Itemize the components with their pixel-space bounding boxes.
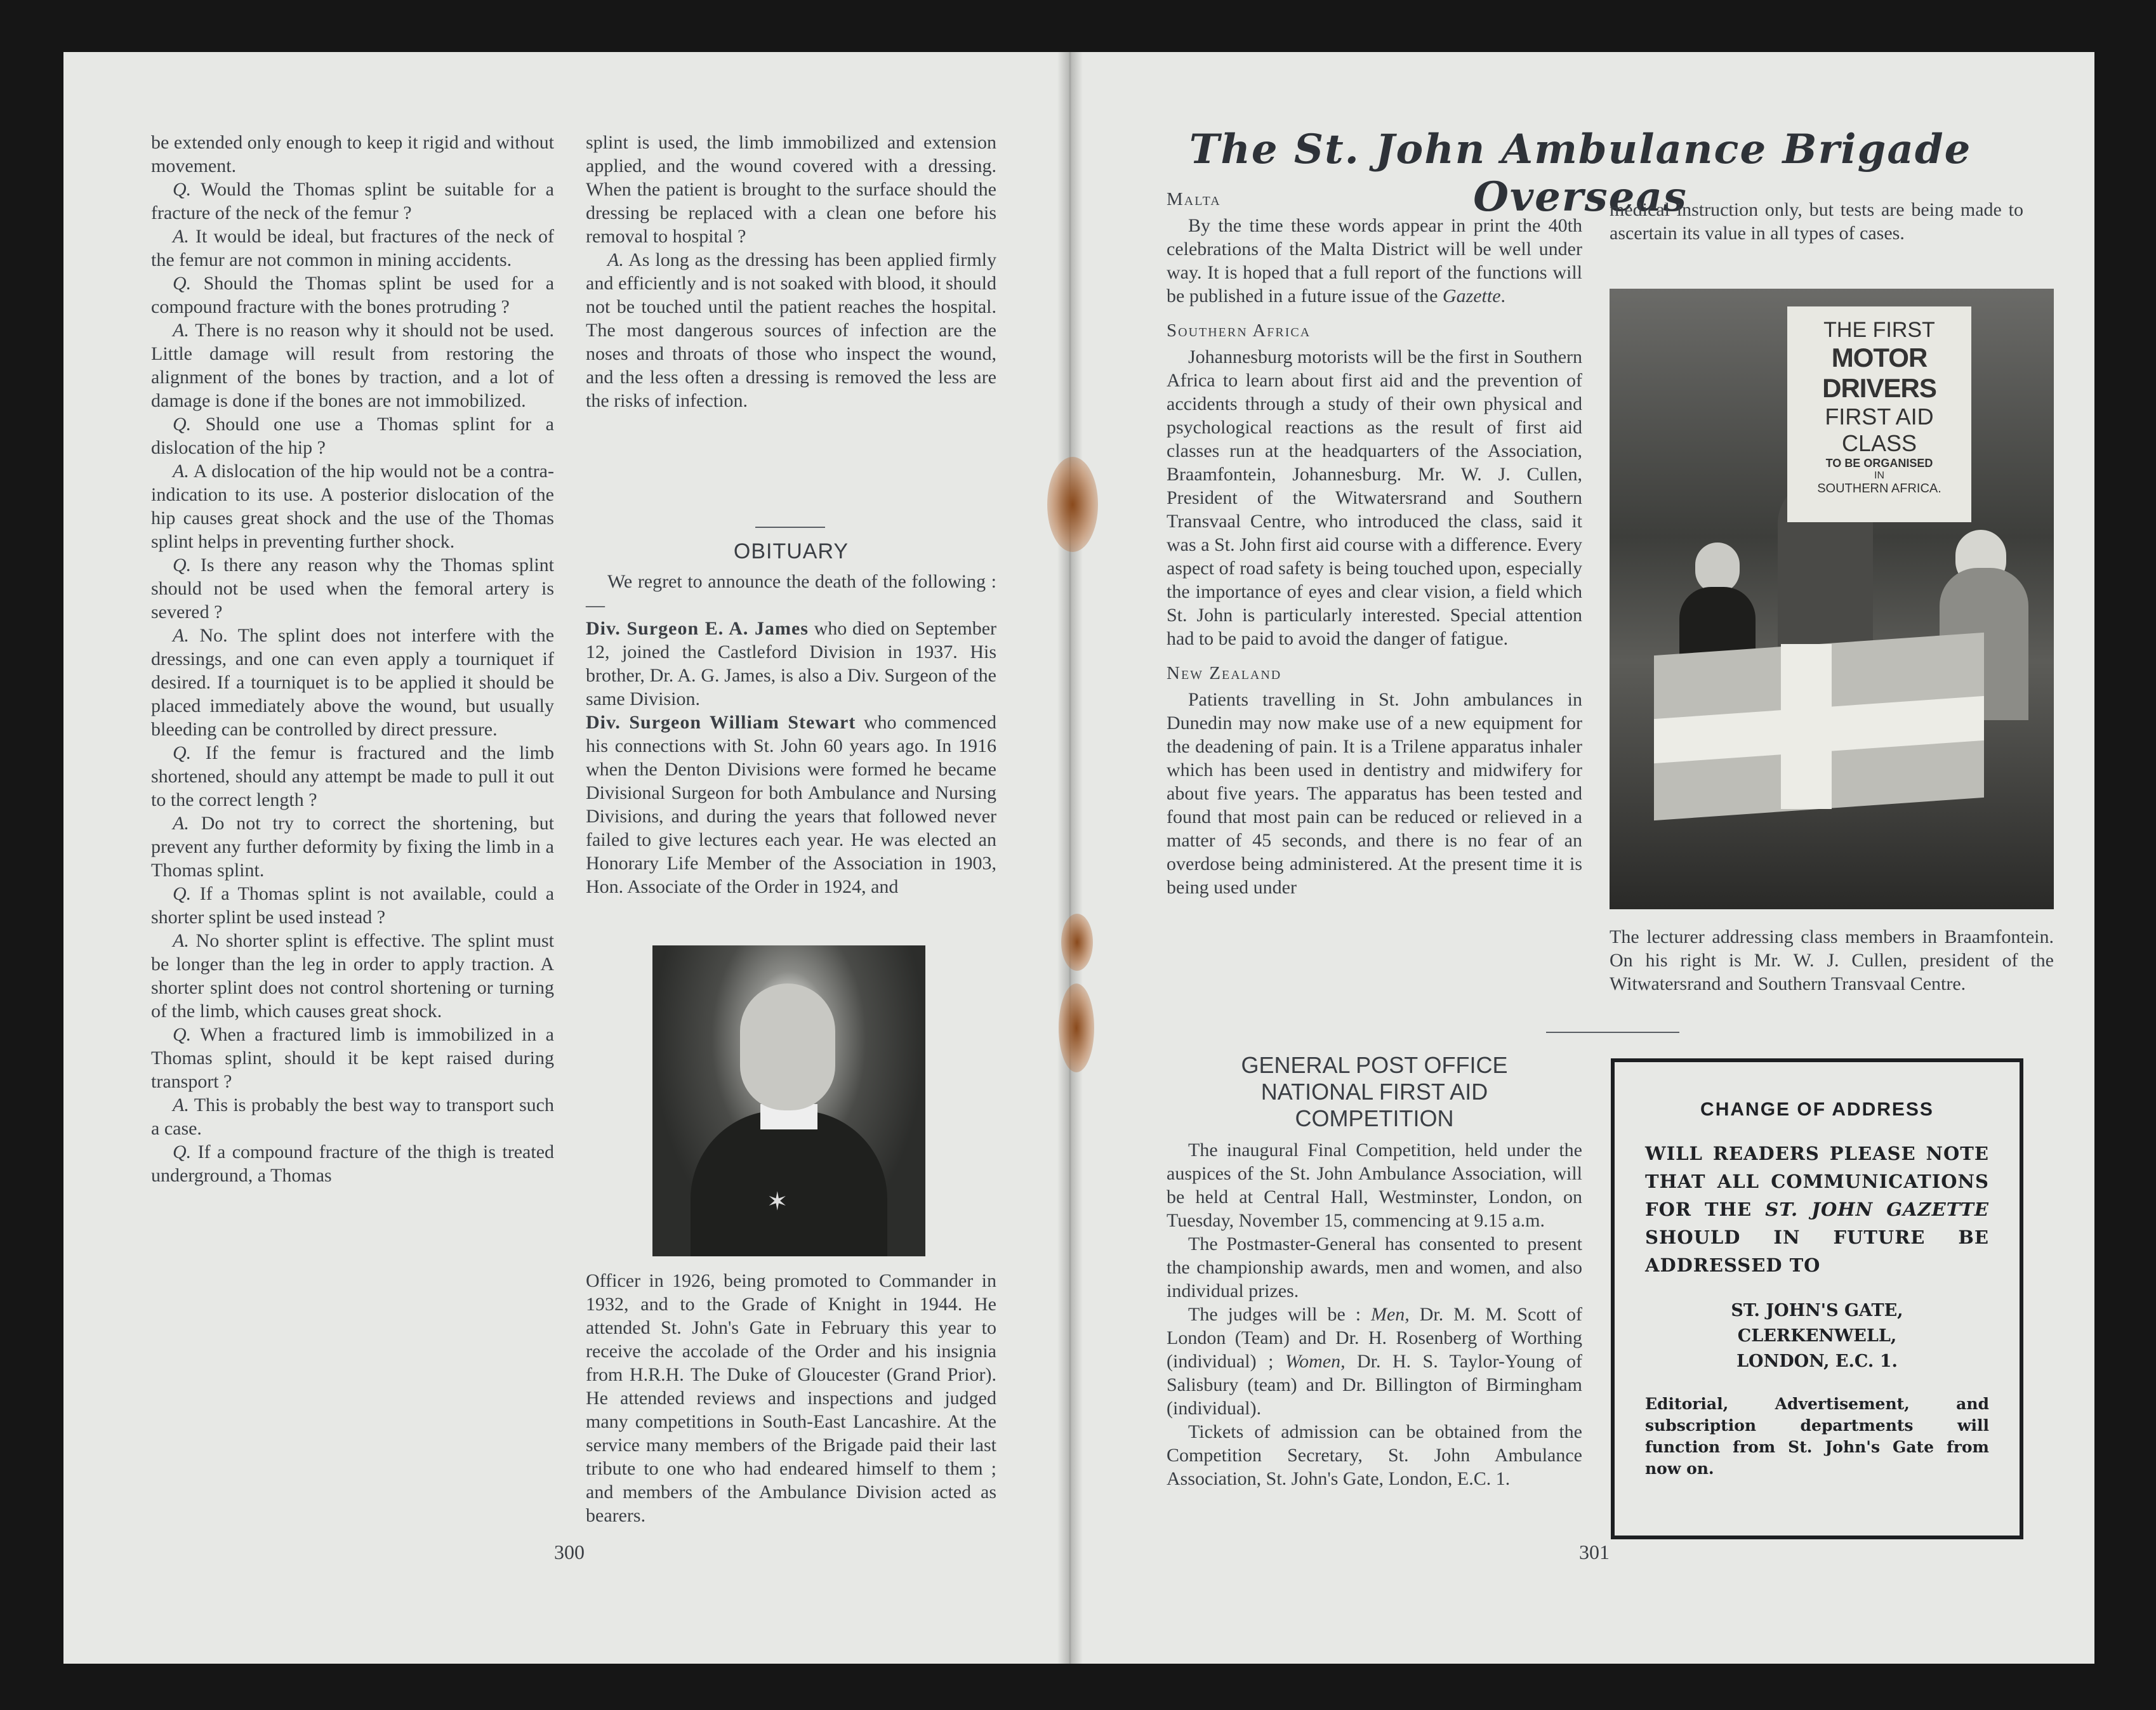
change-of-address-body xyxy=(1645,1140,1989,1279)
gpo-paragraph: The inaugural Final Competition, held under the auspices of the St. John Ambulance Association, will be held at Central Hall, Westminster, London, on Tuesday, November 15, commencing at 9.15 a.m. xyxy=(1167,1140,1582,1231)
sign-line: FIRST AID CLASS xyxy=(1825,404,1934,456)
gpo-paragraph: Tickets of admission can be obtained from the Competition Secretary, St. John Ambulance Association, St. John's Gate, London, E.C. 1. xyxy=(1167,1421,1582,1489)
question-paragraph xyxy=(151,1023,554,1093)
sign-line: TO BE ORGANISED xyxy=(1825,457,1933,470)
paragraph-text: When a fractured limb is immobilized in a Thomas splint, should it be kept raised during transport ? xyxy=(151,1024,554,1092)
question-paragraph xyxy=(151,553,554,624)
sign-line: THE FIRST xyxy=(1823,318,1935,342)
page-number: 300 xyxy=(554,1541,585,1563)
address-line: LONDON, E.C. 1. xyxy=(1736,1352,1898,1371)
question-paragraph xyxy=(151,272,554,319)
section-divider xyxy=(755,527,825,528)
qa-column-1 xyxy=(151,131,554,1187)
paragraph-text: Would the Thomas splint be suitable for a fracture of the neck of the femur ? xyxy=(151,179,554,223)
paragraph-text: No. The splint does not interfere with the dressings, and one can even apply a tourniquet if desired. If a tourniquet is to be applied it should be placed immediately above the wound, but usually bleeding can be controlled by direct pressure. xyxy=(151,625,555,740)
paragraph-text: This is probably the best way to transport such a case. xyxy=(151,1095,554,1139)
southern-africa-text: Johannesburg motorists will be the first in Southern Africa to learn about first aid and the prevention of accidents through a study of their own physical and psychological reactions as the result of first aid classes run at the headquarters of the Association, Braamfontein, Johannesburg. Mr. W. J. Cullen, President of the Witwatersrand and Southern Transvaal Centre, who introduced the class, said it was a St. John first aid course with a difference. Every aspect of road safety is being touched upon, especially the importance of eyes and clear vision, a field which St. John is particularly interested. Special attention had to be paid to avoid the danger of fatigue. xyxy=(1167,346,1582,649)
question-paragraph xyxy=(151,178,554,225)
question-label: Q. xyxy=(173,742,192,763)
obituary-name: Div. Surgeon E. A. James xyxy=(586,618,809,639)
obituary-continued xyxy=(586,1269,996,1527)
class-photo xyxy=(1610,289,2054,909)
obituary-portrait-photo xyxy=(652,945,925,1256)
paragraph-text: No shorter splint is effective. The splint must be longer than the leg in order to apply traction. A shorter splint does not control shortening or turning of the limb, which causes great shock. xyxy=(151,930,555,1022)
new-zealand-continued: medical instruction only, but tests are being made to ascertain its value in all types of cases. xyxy=(1610,199,2023,244)
sign-line: IN xyxy=(1874,470,1884,481)
section-heading-new-zealand: New Zealand xyxy=(1167,663,1282,683)
answer-paragraph xyxy=(151,624,554,741)
paragraph-text: If the femur is fractured and the limb shortened, should any attempt be made to pull it out to the correct length ? xyxy=(151,742,554,810)
rust-stain xyxy=(1061,914,1093,971)
photo-caption: The lecturer addressing class members in Braamfontein. On his right is Mr. W. J. Cullen, president of the Witwatersrand and Southern Transvaal Centre. xyxy=(1610,926,2054,994)
gpo-text xyxy=(1167,1138,1582,1490)
section-heading-southern-africa: Southern Africa xyxy=(1167,320,1311,341)
obituary-entry xyxy=(586,617,996,711)
malta-text-a: By the time these words appear in print the 40th celebrations of the Malta District will be well under way. It is hoped that a full report of the functions will be published in a future issue of the xyxy=(1167,215,1582,306)
gazette-name: ST. JOHN GAZETTE xyxy=(1765,1199,1989,1220)
address-line: ST. JOHN'S GATE, xyxy=(1731,1301,1903,1320)
continued-text: splint is used, the limb immobilized and extension applied, and the wound covered with a dressing. When the patient is brought to the surface should the dressing be replaced with a clean one before his removal to hospital ? xyxy=(586,132,996,247)
obituary-heading: OBITUARY xyxy=(733,539,849,563)
paragraph-text: There is no reason why it should not be used. Little damage will result from restoring the alignment of the bones by traction, and a lot of damage is done if the bones are not immobilized. xyxy=(151,320,554,411)
change-of-address-footer: Editorial, Advertisement, and subscription departments will function from St. John's Gate from now on. xyxy=(1645,1395,1989,1478)
paragraph-text: Do not try to correct the shortening, but prevent any further deformity by fixing the limb in a Thomas splint. xyxy=(151,813,554,881)
gpo-men-label: Men, xyxy=(1370,1304,1410,1325)
answer-label: A. xyxy=(173,461,189,482)
photo-sign xyxy=(1787,306,1971,522)
paragraph-text: Should one use a Thomas splint for a dislocation of the hip ? xyxy=(151,414,554,458)
malta-text xyxy=(1167,214,1582,308)
section-divider xyxy=(1546,1032,1679,1033)
obituary-name: Div. Surgeon William Stewart xyxy=(586,712,856,733)
obituary-intro: We regret to announce the death of the following :— xyxy=(586,571,996,615)
overseas-column-2 xyxy=(1610,198,2023,245)
answer-label: A. xyxy=(173,813,189,834)
rust-stain xyxy=(1047,457,1098,552)
malta-text-b: . xyxy=(1500,286,1506,306)
question-paragraph xyxy=(151,741,554,812)
paragraph-text: A dislocation of the hip would not be a contra-indication to its use. A posterior dislocation of the hip causes great shock and the use of the Thomas splint helps in preventing further shock. xyxy=(151,461,554,552)
question-paragraph xyxy=(151,882,554,929)
gpo-paragraph xyxy=(1167,1303,1582,1420)
gpo-text-part: Dr. H. S. Taylor-Young of Salisbury (team) and Dr. Billington of Birmingham (individual). xyxy=(1167,1351,1582,1419)
obituary-entry-text: who died on September 12, joined the Castleford Division in 1937. His brother, Dr. A. G. James, is also a Div. Surgeon of the same Division. xyxy=(586,618,997,709)
question-label: Q. xyxy=(173,883,192,904)
answer-paragraph xyxy=(151,459,554,553)
answer-label: A. xyxy=(173,320,189,341)
question-paragraph xyxy=(151,412,554,459)
question-label: Q. xyxy=(173,1024,192,1045)
paragraph-text: If a compound fracture of the thigh is treated underground, a Thomas xyxy=(151,1141,555,1186)
overseas-column-1 xyxy=(1167,188,1582,899)
portrait-suit xyxy=(691,1110,887,1256)
gpo-text-part: The judges will be : xyxy=(1188,1304,1371,1325)
answer-paragraph xyxy=(151,929,554,1023)
portrait-face xyxy=(740,983,835,1110)
answer-paragraph xyxy=(151,225,554,272)
sign-line: SOUTHERN AFRICA. xyxy=(1817,482,1941,496)
paragraph-text: Is there any reason why the Thomas splint should not be used when the femoral artery is severed ? xyxy=(151,555,554,622)
paragraph-text: Should the Thomas splint be used for a compound fracture with the bones protruding ? xyxy=(151,273,555,317)
obituary-text xyxy=(586,570,996,898)
paragraph-text: It would be ideal, but fractures of the neck of the femur are not common in mining accidents. xyxy=(151,226,555,270)
page-number: 301 xyxy=(1579,1541,1610,1563)
change-of-address-title: CHANGE OF ADDRESS xyxy=(1700,1099,1934,1120)
address-line: CLERKENWELL, xyxy=(1737,1326,1897,1346)
coa-body-part: WILL READERS PLEASE NOTE THAT ALL COMMUNICATIONS FOR THE xyxy=(1645,1143,1989,1220)
new-zealand-text: Patients travelling in St. John ambulances in Dunedin may now make use of a new equipment for the deadening of pain. It is a Trilene apparatus inhaler which has been used in dentistry and midwifery for about five years. The apparatus has been tested and found that most pain can be reduced or relieved in a matter of 45 seconds, and there is no fear of an overdose being administered. At the present time it is being used under xyxy=(1167,689,1582,898)
paragraph-text: If a Thomas splint is not available, could a shorter splint be used instead ? xyxy=(151,883,555,928)
gpo-text-part: Dr. M. M. Scott of London (Team) and Dr. H. Rosenberg of Worthing (individual) ; xyxy=(1167,1304,1582,1372)
change-of-address-box xyxy=(1611,1058,2023,1539)
answer-label: A. xyxy=(173,1095,189,1115)
question-label: Q. xyxy=(173,555,192,575)
question-label: Q. xyxy=(173,414,192,435)
question-label: Q. xyxy=(173,1141,192,1162)
obituary-entry xyxy=(586,711,996,898)
question-label: Q. xyxy=(173,273,192,294)
answer-label: A. xyxy=(173,625,189,646)
answer-paragraph xyxy=(151,319,554,412)
obituary-entry-text: who commenced his connections with St. John 60 years ago. In 1916 when the Denton Divisions were formed he became Divisional Surgeon for both Ambulance and Nursing Divisions, and during the years that followed never failed to give lectures each year. He was elected an Honorary Life Member of the Association in 1903, Hon. Associate of the Order in 1924, and xyxy=(586,712,996,897)
gpo-heading-line: NATIONAL FIRST AID xyxy=(1260,1079,1488,1105)
gpo-paragraph: The Postmaster-General has consented to present the championship awards, men and women, and also individual prizes. xyxy=(1167,1233,1582,1301)
answer-label: A. xyxy=(173,930,189,951)
question-paragraph xyxy=(151,1140,554,1187)
book-gutter xyxy=(1057,52,1083,1664)
masthead-title: The St. John Ambulance Brigade Overseas xyxy=(1189,126,1972,221)
qa-column-2 xyxy=(586,131,996,412)
paragraph-text: As long as the dressing has been applied firmly and efficiently and is not soaked with blood, it should not be touched until the patient reaches the hospital. The most dangerous sources of infection are the noses and throats of those who inspect the wound, and the less often a dressing is removed the less are the risks of infection. xyxy=(586,249,996,411)
question-label: Q. xyxy=(173,179,192,200)
obituary-continued-text: Officer in 1926, being promoted to Commander in 1932, and to the Grade of Knight in 1944. He attended St. John's Gate in February this year to receive the accolade of the Order and his insignia from H.R.H. The Duke of Gloucester (Grand Prior). He attended reviews and inspections and judged many competitions in South-East Lancashire. At the service many members of the Brigade paid their last tribute to one who had endeared himself to them ; and members of the Ambulance Division acted as bearers. xyxy=(586,1270,996,1526)
answer-paragraph xyxy=(586,248,996,412)
continued-text: be extended only enough to keep it rigid and without movement. xyxy=(151,132,554,176)
coa-body-part: SHOULD IN FUTURE BE ADDRESSED TO xyxy=(1645,1227,1989,1276)
photo-person-head xyxy=(1695,543,1740,593)
insignia-star-icon: ✶ xyxy=(767,1187,788,1216)
answer-label: A. xyxy=(173,226,189,247)
gpo-heading-line: GENERAL POST OFFICE xyxy=(1241,1052,1508,1078)
section-heading-malta: Malta xyxy=(1167,189,1221,209)
new-address xyxy=(1645,1298,1989,1374)
answer-paragraph xyxy=(151,812,554,882)
answer-paragraph xyxy=(151,1093,554,1140)
gpo-women-label: Women, xyxy=(1285,1351,1346,1372)
gpo-heading xyxy=(1167,1052,1582,1132)
sign-line: MOTOR DRIVERS xyxy=(1822,343,1936,403)
rust-stain xyxy=(1059,983,1094,1072)
gpo-heading-line: COMPETITION xyxy=(1295,1105,1454,1131)
gazette-title: Gazette xyxy=(1442,286,1501,306)
answer-label: A. xyxy=(607,249,624,270)
